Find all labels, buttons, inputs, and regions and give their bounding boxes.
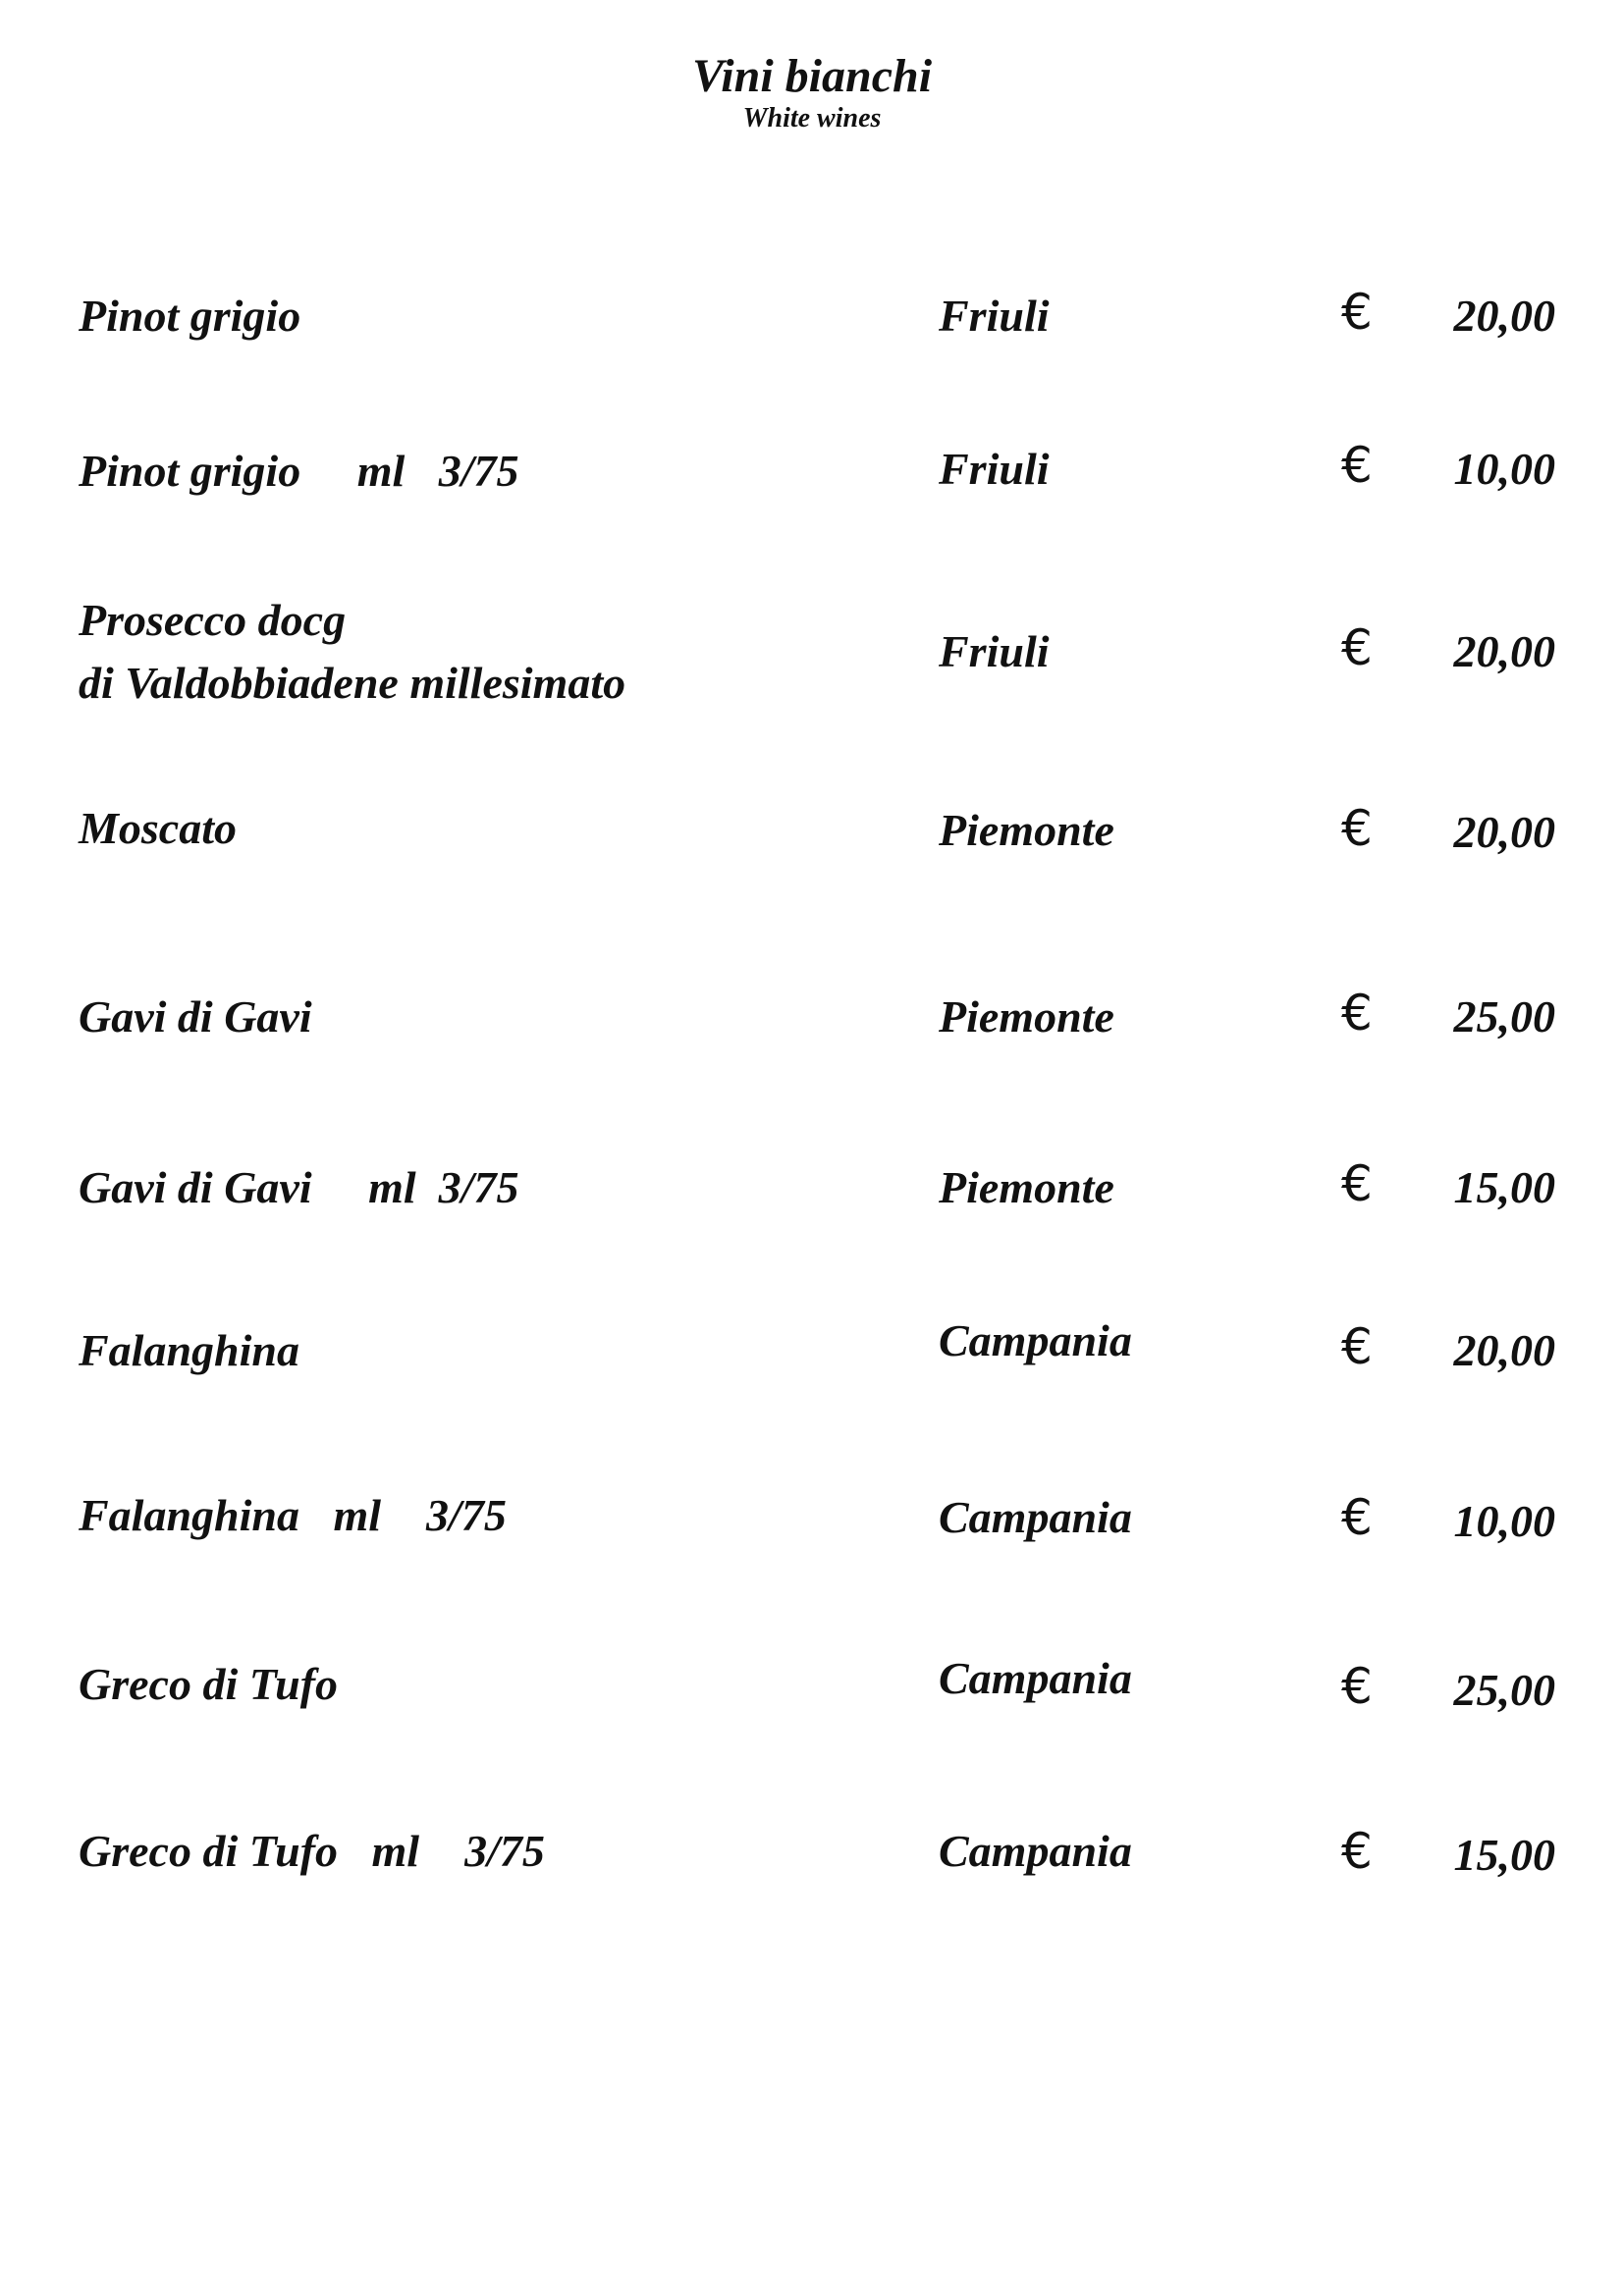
wine-name — [79, 986, 312, 1048]
wine-region: Campania — [939, 1315, 1132, 1365]
wine-name — [79, 1484, 507, 1547]
wine-name — [79, 1319, 299, 1382]
euro-icon: € — [1341, 284, 1373, 341]
wine-price: 15,00 — [1453, 1830, 1555, 1880]
wine-price: 10,00 — [1453, 444, 1555, 494]
euro-icon: € — [1341, 800, 1373, 857]
wine-name-line: Gavi di Gavi ml 3/75 — [79, 1162, 519, 1212]
wine-region: Piemonte — [939, 805, 1114, 855]
wine-region: Piemonte — [939, 1162, 1114, 1212]
wine-name-line: Greco di Tufo — [79, 1659, 339, 1709]
wine-region: Friuli — [939, 626, 1050, 676]
euro-icon: € — [1341, 1489, 1373, 1546]
wine-name — [79, 285, 300, 347]
wine-price: 25,00 — [1453, 991, 1555, 1041]
wine-price: 20,00 — [1453, 626, 1555, 676]
wine-name-line: Pinot grigio — [79, 291, 301, 341]
euro-icon: € — [1341, 437, 1373, 494]
wine-name — [79, 1820, 545, 1883]
wine-name-line: di Valdobbiadene millesimato — [79, 658, 626, 708]
wine-name — [79, 1653, 338, 1716]
wine-region: Campania — [939, 1492, 1132, 1542]
wine-price: 10,00 — [1453, 1496, 1555, 1546]
wine-region: Friuli — [939, 444, 1050, 494]
page-subtitle: White wines — [742, 103, 882, 133]
wine-name — [79, 589, 625, 715]
wine-region: Friuli — [939, 291, 1050, 341]
page-title: Vini bianchi — [691, 50, 933, 102]
euro-icon: € — [1341, 985, 1373, 1041]
wine-name-line: Falanghina ml 3/75 — [79, 1490, 507, 1540]
wine-name — [79, 797, 237, 860]
wine-price: 20,00 — [1453, 807, 1555, 857]
wine-name-line: Moscato — [79, 803, 237, 853]
wine-name — [79, 440, 519, 503]
wine-price: 20,00 — [1453, 1325, 1555, 1375]
wine-name-line: Falanghina — [79, 1325, 299, 1375]
wine-name-line: Pinot grigio ml 3/75 — [79, 446, 519, 496]
wine-region: Campania — [939, 1653, 1132, 1703]
wine-name-line: Greco di Tufo ml 3/75 — [79, 1826, 545, 1876]
euro-icon: € — [1341, 1155, 1373, 1212]
wine-name — [79, 1156, 518, 1219]
euro-icon: € — [1341, 1658, 1373, 1715]
wine-region: Campania — [939, 1826, 1132, 1876]
euro-icon: € — [1341, 1823, 1373, 1880]
wine-name-line: Gavi di Gavi — [79, 991, 312, 1041]
wine-price: 20,00 — [1453, 291, 1555, 341]
wine-price: 25,00 — [1453, 1665, 1555, 1715]
euro-icon: € — [1341, 619, 1373, 676]
wine-price: 15,00 — [1453, 1162, 1555, 1212]
wine-name-line: Prosecco docg — [79, 595, 347, 645]
euro-icon: € — [1341, 1318, 1373, 1375]
wine-region: Piemonte — [939, 991, 1114, 1041]
